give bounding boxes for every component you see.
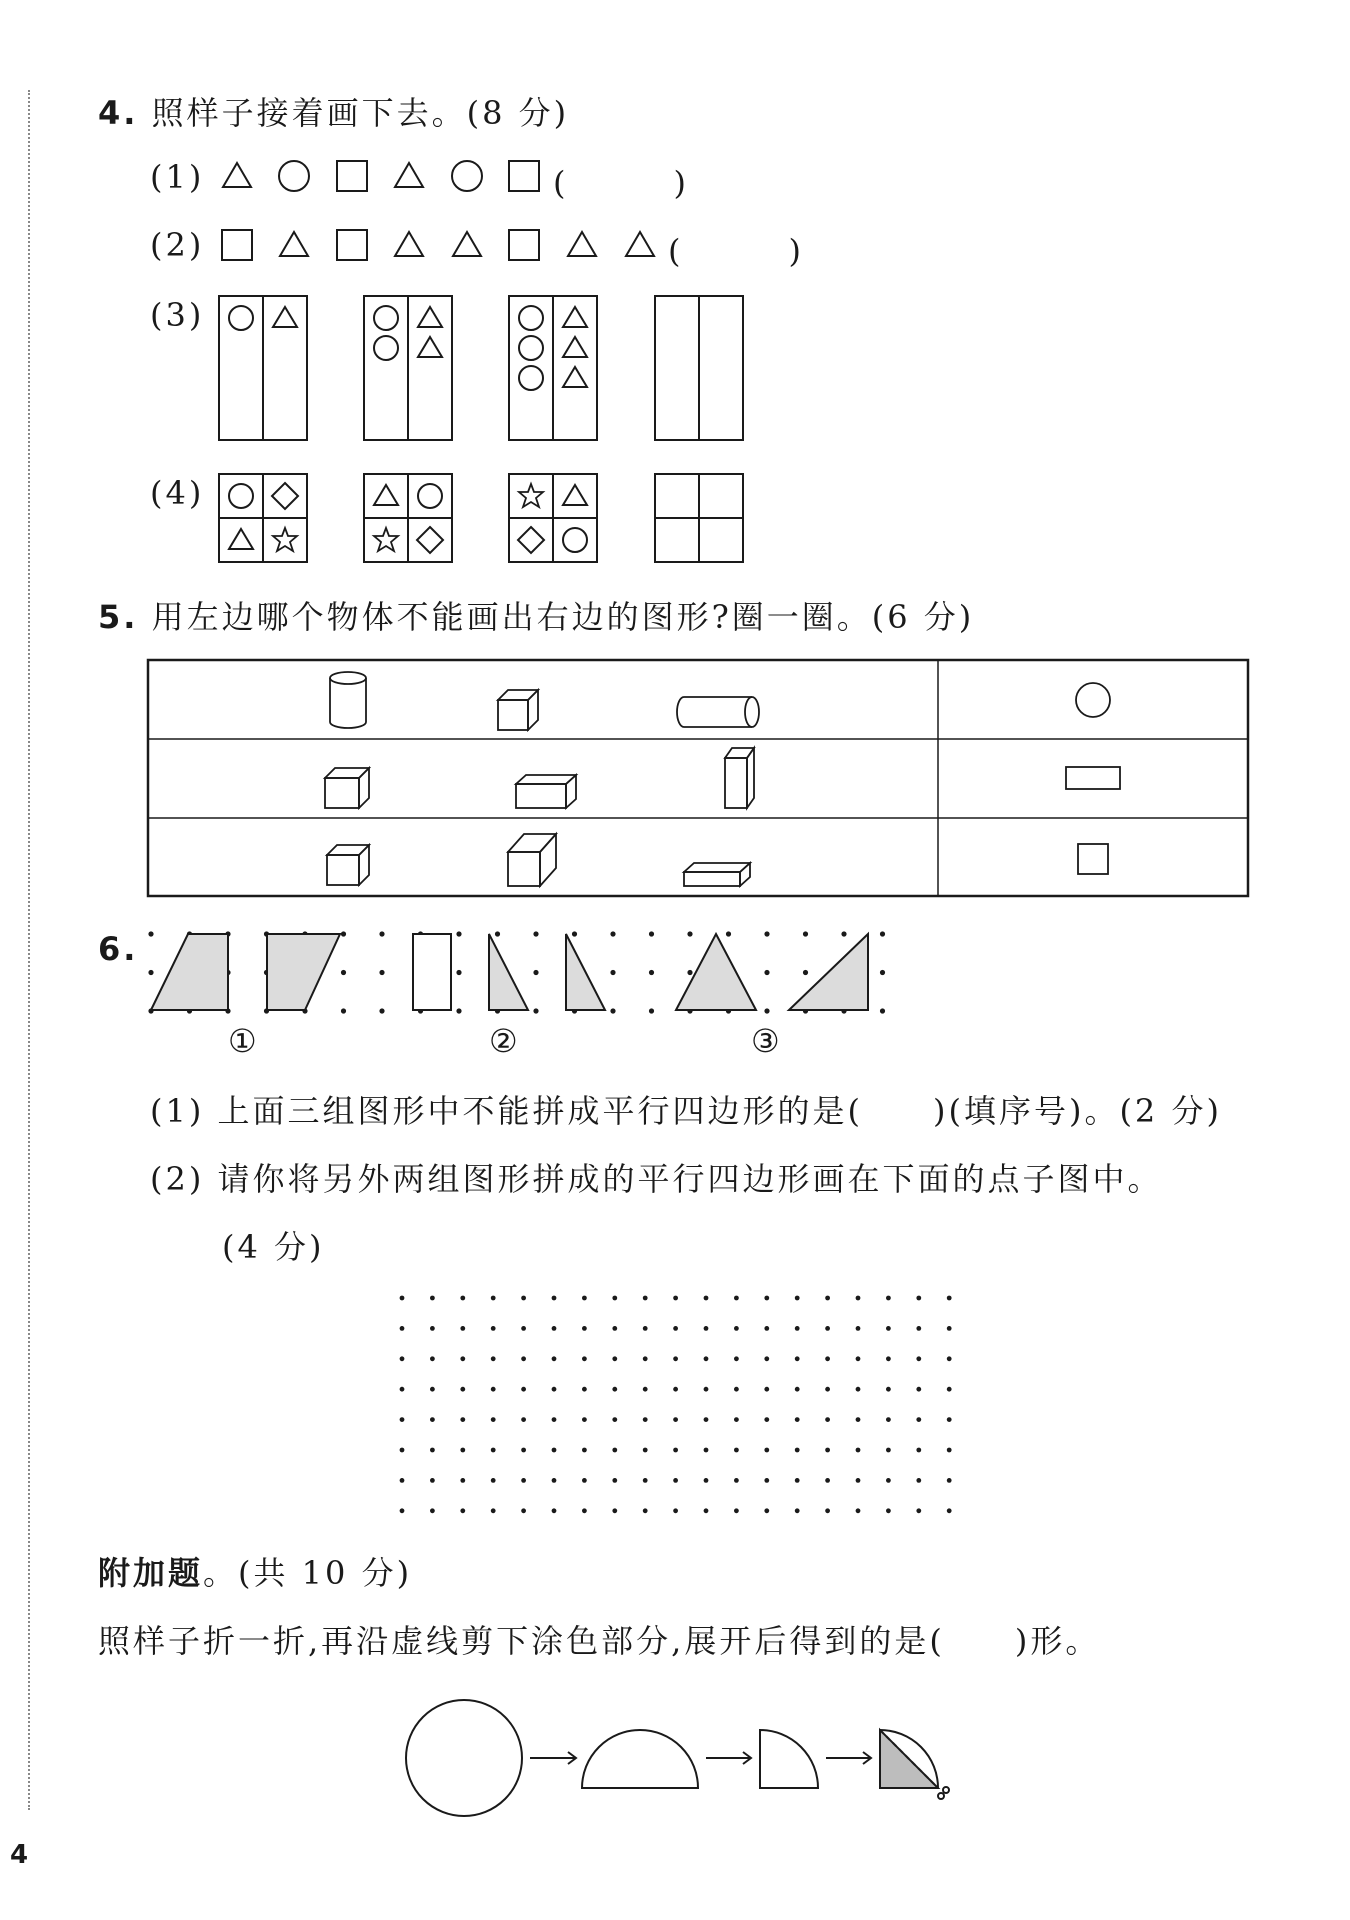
grid-dot xyxy=(491,1478,496,1483)
grid-dot xyxy=(649,931,654,936)
grid-dot xyxy=(764,931,769,936)
grid-dot xyxy=(734,1296,739,1301)
grid-dot xyxy=(491,1448,496,1453)
grid-dot xyxy=(687,970,692,975)
triangle-icon xyxy=(568,232,596,256)
grid-dot xyxy=(764,970,769,975)
grid-dot xyxy=(612,1417,617,1422)
right-triangle-shape xyxy=(489,934,528,1010)
grid-dot xyxy=(916,1326,921,1331)
grid-dot xyxy=(916,1478,921,1483)
grid-dot xyxy=(856,1387,861,1392)
q4-title: 照样子接着画下去。(8 分) xyxy=(151,94,570,132)
cuboid-flat-icon[interactable] xyxy=(684,863,750,886)
grid-dot xyxy=(825,1296,830,1301)
grid-dot xyxy=(825,1478,830,1483)
circle-icon xyxy=(519,366,543,390)
grid-dot xyxy=(533,970,538,975)
grid-dot xyxy=(430,1417,435,1422)
grid-dot xyxy=(521,1296,526,1301)
bonus-score: 。(共 10 分) xyxy=(203,1554,413,1592)
cuboid-tall-icon[interactable] xyxy=(725,748,754,808)
grid-dot xyxy=(460,1356,465,1361)
grid-dot xyxy=(704,1448,709,1453)
grid-dot xyxy=(886,1326,891,1331)
grid-dot xyxy=(491,1326,496,1331)
grid-dot xyxy=(643,1387,648,1392)
grid-dot xyxy=(764,1356,769,1361)
grid-dot xyxy=(610,931,615,936)
grid-dot xyxy=(612,1508,617,1513)
cube-slanted-icon[interactable] xyxy=(508,834,556,886)
q5-table xyxy=(148,660,1248,896)
diamond-icon xyxy=(272,483,298,509)
grid-dot xyxy=(491,1417,496,1422)
grid-dot xyxy=(947,1356,952,1361)
grid-dot xyxy=(947,1296,952,1301)
grid-dot xyxy=(764,1417,769,1422)
grid-dot xyxy=(795,1448,800,1453)
grid-dot xyxy=(734,1478,739,1483)
grid-dot xyxy=(704,1478,709,1483)
q6-part2: (2) 请你将另外两组图形拼成的平行四边形画在下面的点子图中。 xyxy=(150,1160,1163,1198)
grid-dot xyxy=(880,970,885,975)
grid-dot xyxy=(612,1448,617,1453)
grid-dot xyxy=(825,1387,830,1392)
grid-dot xyxy=(734,1356,739,1361)
grid-dot xyxy=(552,1356,557,1361)
triangle-icon xyxy=(563,337,587,357)
grid-dot xyxy=(734,1448,739,1453)
grid-dot xyxy=(552,1296,557,1301)
q4-row1-sequence xyxy=(223,161,539,191)
star-icon xyxy=(374,528,398,551)
grid-dot xyxy=(947,1417,952,1422)
circle-shape xyxy=(1076,683,1110,717)
grid-dot xyxy=(521,1356,526,1361)
lying-cylinder-icon[interactable] xyxy=(677,697,759,727)
grid-dot xyxy=(649,970,654,975)
grid-dot xyxy=(764,1008,769,1013)
grid-dot xyxy=(764,1296,769,1301)
grid-dot xyxy=(764,1508,769,1513)
circle-icon xyxy=(229,306,253,330)
grid-dot xyxy=(916,1417,921,1422)
q4-row3-boxes xyxy=(219,296,743,440)
grid-dot xyxy=(673,1508,678,1513)
grid-dot xyxy=(460,1448,465,1453)
trapezoid-shape xyxy=(151,934,228,1010)
grid-dot xyxy=(430,1326,435,1331)
right-triangle-shape xyxy=(566,934,605,1010)
grid-dot xyxy=(916,1508,921,1513)
grid-dot xyxy=(856,1296,861,1301)
grid-dot xyxy=(552,1326,557,1331)
circle-icon xyxy=(418,484,442,508)
grid-dot xyxy=(916,1448,921,1453)
grid-dot xyxy=(430,1448,435,1453)
circle-icon xyxy=(374,336,398,360)
grid-dot xyxy=(916,1387,921,1392)
grid-dot xyxy=(704,1417,709,1422)
grid-dot xyxy=(673,1417,678,1422)
square-icon xyxy=(337,230,367,260)
cuboid-flat-icon[interactable] xyxy=(516,775,576,808)
circle-icon xyxy=(229,484,253,508)
grid-dot xyxy=(886,1387,891,1392)
grid-dot xyxy=(886,1448,891,1453)
grid-dot xyxy=(795,1417,800,1422)
circle-icon xyxy=(519,336,543,360)
q4-number: 4. xyxy=(98,94,139,132)
star-icon xyxy=(519,484,543,507)
grid-dot xyxy=(460,1387,465,1392)
grid-dot xyxy=(521,1387,526,1392)
grid-dot xyxy=(400,1387,405,1392)
grid-dot xyxy=(582,1478,587,1483)
grid-dot xyxy=(856,1356,861,1361)
grid-dot xyxy=(734,1417,739,1422)
grid-dot xyxy=(521,1326,526,1331)
grid-dot xyxy=(880,931,885,936)
q4-row3-label: (3) xyxy=(150,296,205,334)
grid-dot xyxy=(379,931,384,936)
grid-dot xyxy=(400,1296,405,1301)
grid-dot xyxy=(673,1356,678,1361)
q4-row4-grids xyxy=(219,474,743,562)
q6-part1: (1) 上面三组图形中不能拼成平行四边形的是( )(填序号)。(2 分) xyxy=(150,1092,1222,1130)
star-icon xyxy=(273,528,297,551)
arrow-right-icon xyxy=(530,1752,576,1764)
grid-dot xyxy=(460,1508,465,1513)
q4-row2-answer-blank[interactable]: ( ) xyxy=(668,232,804,270)
grid-dot xyxy=(947,1478,952,1483)
grid-dot xyxy=(795,1387,800,1392)
grid-dot xyxy=(612,1478,617,1483)
triangle-icon xyxy=(395,163,423,187)
grid-dot xyxy=(673,1326,678,1331)
grid-dot xyxy=(795,1326,800,1331)
grid-dot xyxy=(886,1296,891,1301)
triangle-icon xyxy=(229,529,253,549)
grid-dot xyxy=(460,1326,465,1331)
grid-dot xyxy=(552,1387,557,1392)
grid-dot xyxy=(947,1326,952,1331)
grid-dot xyxy=(825,1417,830,1422)
q4-row2-label: (2) xyxy=(150,226,205,264)
grid-dot xyxy=(795,1296,800,1301)
circle-icon xyxy=(279,161,309,191)
grid-dot xyxy=(734,1387,739,1392)
grid-dot xyxy=(856,1326,861,1331)
triangle-icon xyxy=(273,307,297,327)
grid-dot xyxy=(582,1417,587,1422)
grid-dot xyxy=(552,1417,557,1422)
grid-dot xyxy=(430,1478,435,1483)
diamond-icon xyxy=(417,527,443,553)
q6-part2-score: (4 分) xyxy=(222,1228,325,1266)
square-icon xyxy=(222,230,252,260)
grid-dot xyxy=(886,1356,891,1361)
grid-dot xyxy=(533,1008,538,1013)
grid-dot xyxy=(643,1448,648,1453)
arrow-right-icon xyxy=(706,1752,751,1764)
right-triangle-shape xyxy=(789,934,868,1010)
grid-dot xyxy=(734,1508,739,1513)
grid-dot xyxy=(687,931,692,936)
grid-dot xyxy=(764,1387,769,1392)
q6-group-label-1: ① xyxy=(228,1022,260,1060)
grid-dot xyxy=(726,931,731,936)
grid-dot xyxy=(582,1296,587,1301)
grid-dot xyxy=(612,1356,617,1361)
grid-dot xyxy=(582,1508,587,1513)
grid-dot xyxy=(456,1008,461,1013)
grid-dot xyxy=(825,1356,830,1361)
grid-dot xyxy=(612,1387,617,1392)
grid-dot xyxy=(379,970,384,975)
grid-dot xyxy=(430,1508,435,1513)
grid-dot xyxy=(612,1296,617,1301)
circle-icon xyxy=(563,528,587,552)
grid-dot xyxy=(734,1326,739,1331)
grid-dot xyxy=(460,1296,465,1301)
grid-dot xyxy=(491,1508,496,1513)
grid-dot xyxy=(704,1296,709,1301)
grid-dot xyxy=(673,1387,678,1392)
grid-dot xyxy=(521,1417,526,1422)
grid-dot xyxy=(886,1417,891,1422)
grid-dot xyxy=(916,1296,921,1301)
q4-row1-label: (1) xyxy=(150,158,205,196)
cube-icon[interactable] xyxy=(498,690,538,730)
grid-dot xyxy=(491,1296,496,1301)
rectangle-shape xyxy=(413,934,451,1010)
circle-icon xyxy=(374,306,398,330)
grid-dot xyxy=(400,1508,405,1513)
circle-icon xyxy=(519,306,543,330)
circle-icon xyxy=(452,161,482,191)
triangle-icon xyxy=(453,232,481,256)
grid-dot xyxy=(521,1508,526,1513)
grid-dot xyxy=(673,1296,678,1301)
grid-dot xyxy=(379,1008,384,1013)
grid-dot xyxy=(400,1478,405,1483)
grid-dot xyxy=(456,970,461,975)
folded-half-circle xyxy=(582,1730,698,1788)
triangle-icon xyxy=(374,485,398,505)
grid-dot xyxy=(572,931,577,936)
grid-dot xyxy=(856,1508,861,1513)
grid-dot xyxy=(582,1387,587,1392)
paper-circle xyxy=(406,1700,522,1816)
grid-dot xyxy=(764,1326,769,1331)
grid-dot xyxy=(495,931,500,936)
grid-dot xyxy=(612,1326,617,1331)
grid-dot xyxy=(795,1478,800,1483)
grid-dot xyxy=(521,1478,526,1483)
grid-dot xyxy=(886,1478,891,1483)
bonus-text: 照样子折一折,再沿虚线剪下涂色部分,展开后得到的是( )形。 xyxy=(98,1622,1101,1660)
triangle-icon xyxy=(563,367,587,387)
grid-dot xyxy=(430,1296,435,1301)
grid-dot xyxy=(582,1448,587,1453)
grid-dot xyxy=(610,1008,615,1013)
grid-dot xyxy=(886,1508,891,1513)
square-icon xyxy=(509,230,539,260)
rectangle-shape xyxy=(1066,767,1120,789)
grid-dot xyxy=(825,1448,830,1453)
grid-dot xyxy=(582,1326,587,1331)
grid-dot xyxy=(803,931,808,936)
grid-dot xyxy=(704,1508,709,1513)
grid-dot xyxy=(704,1387,709,1392)
q5-number: 5. xyxy=(98,598,139,636)
grid-dot xyxy=(856,1478,861,1483)
grid-dot xyxy=(552,1448,557,1453)
triangle-icon xyxy=(223,163,251,187)
grid-dot xyxy=(460,1417,465,1422)
grid-dot xyxy=(148,970,153,975)
grid-dot xyxy=(764,1478,769,1483)
cube-icon[interactable] xyxy=(325,768,369,808)
bonus-title: 附加题 xyxy=(98,1554,204,1592)
grid-dot xyxy=(704,1326,709,1331)
grid-dot xyxy=(643,1417,648,1422)
square-icon xyxy=(337,161,367,191)
triangle-icon xyxy=(418,307,442,327)
grid-dot xyxy=(552,1478,557,1483)
grid-dot xyxy=(825,1508,830,1513)
triangle-icon xyxy=(418,337,442,357)
grid-dot xyxy=(803,970,808,975)
grid-dot xyxy=(947,1448,952,1453)
q4-row2-sequence xyxy=(222,230,654,260)
triangle-icon xyxy=(395,232,423,256)
triangle-icon xyxy=(563,485,587,505)
grid-dot xyxy=(610,970,615,975)
grid-dot xyxy=(916,1356,921,1361)
q6-group-label-3: ③ xyxy=(751,1022,783,1060)
q4-row1-answer-blank[interactable]: ( ) xyxy=(553,164,689,202)
grid-dot xyxy=(430,1387,435,1392)
grid-dot xyxy=(880,1008,885,1013)
grid-dot xyxy=(341,931,346,936)
grid-dot xyxy=(643,1296,648,1301)
grid-dot xyxy=(947,1387,952,1392)
grid-dot xyxy=(643,1326,648,1331)
cylinder-icon[interactable] xyxy=(330,672,366,728)
grid-dot xyxy=(841,931,846,936)
triangle-icon xyxy=(563,307,587,327)
cube-icon[interactable] xyxy=(327,845,369,885)
q4-row4-label: (4) xyxy=(150,474,205,512)
grid-dot xyxy=(491,1356,496,1361)
grid-dot xyxy=(643,1478,648,1483)
arrow-right-icon xyxy=(826,1752,871,1764)
grid-dot xyxy=(533,931,538,936)
diamond-icon xyxy=(518,527,544,553)
grid-dot xyxy=(491,1387,496,1392)
trapezoid-shape xyxy=(267,934,340,1010)
grid-dot xyxy=(673,1478,678,1483)
grid-dot xyxy=(430,1356,435,1361)
grid-dot xyxy=(856,1417,861,1422)
grid-dot xyxy=(400,1448,405,1453)
q6-number: 6. xyxy=(98,930,139,968)
grid-dot xyxy=(400,1356,405,1361)
grid-dot xyxy=(795,1508,800,1513)
grid-dot xyxy=(825,1326,830,1331)
grid-dot xyxy=(341,1008,346,1013)
grid-dot xyxy=(947,1508,952,1513)
grid-dot xyxy=(460,1478,465,1483)
grid-dot xyxy=(582,1356,587,1361)
page-number: 4 xyxy=(10,1840,29,1870)
triangle-icon xyxy=(280,232,308,256)
grid-dot xyxy=(552,1508,557,1513)
grid-dot xyxy=(795,1356,800,1361)
grid-dot xyxy=(643,1356,648,1361)
grid-dot xyxy=(341,970,346,975)
q5-title: 用左边哪个物体不能画出右边的图形?圈一圈。(6 分) xyxy=(151,598,975,636)
folded-quarter-circle xyxy=(760,1730,818,1788)
grid-dot xyxy=(764,1448,769,1453)
grid-dot xyxy=(456,931,461,936)
grid-dot xyxy=(148,931,153,936)
grid-dot xyxy=(704,1356,709,1361)
square-shape xyxy=(1078,844,1108,874)
grid-dot xyxy=(673,1448,678,1453)
answer-dot-grid[interactable] xyxy=(400,1296,952,1514)
grid-dot xyxy=(649,1008,654,1013)
grid-dot xyxy=(521,1448,526,1453)
grid-dot xyxy=(400,1326,405,1331)
grid-dot xyxy=(400,1417,405,1422)
grid-dot xyxy=(643,1508,648,1513)
q6-group-label-2: ② xyxy=(489,1022,521,1060)
triangle-icon xyxy=(626,232,654,256)
square-icon xyxy=(509,161,539,191)
grid-dot xyxy=(856,1448,861,1453)
